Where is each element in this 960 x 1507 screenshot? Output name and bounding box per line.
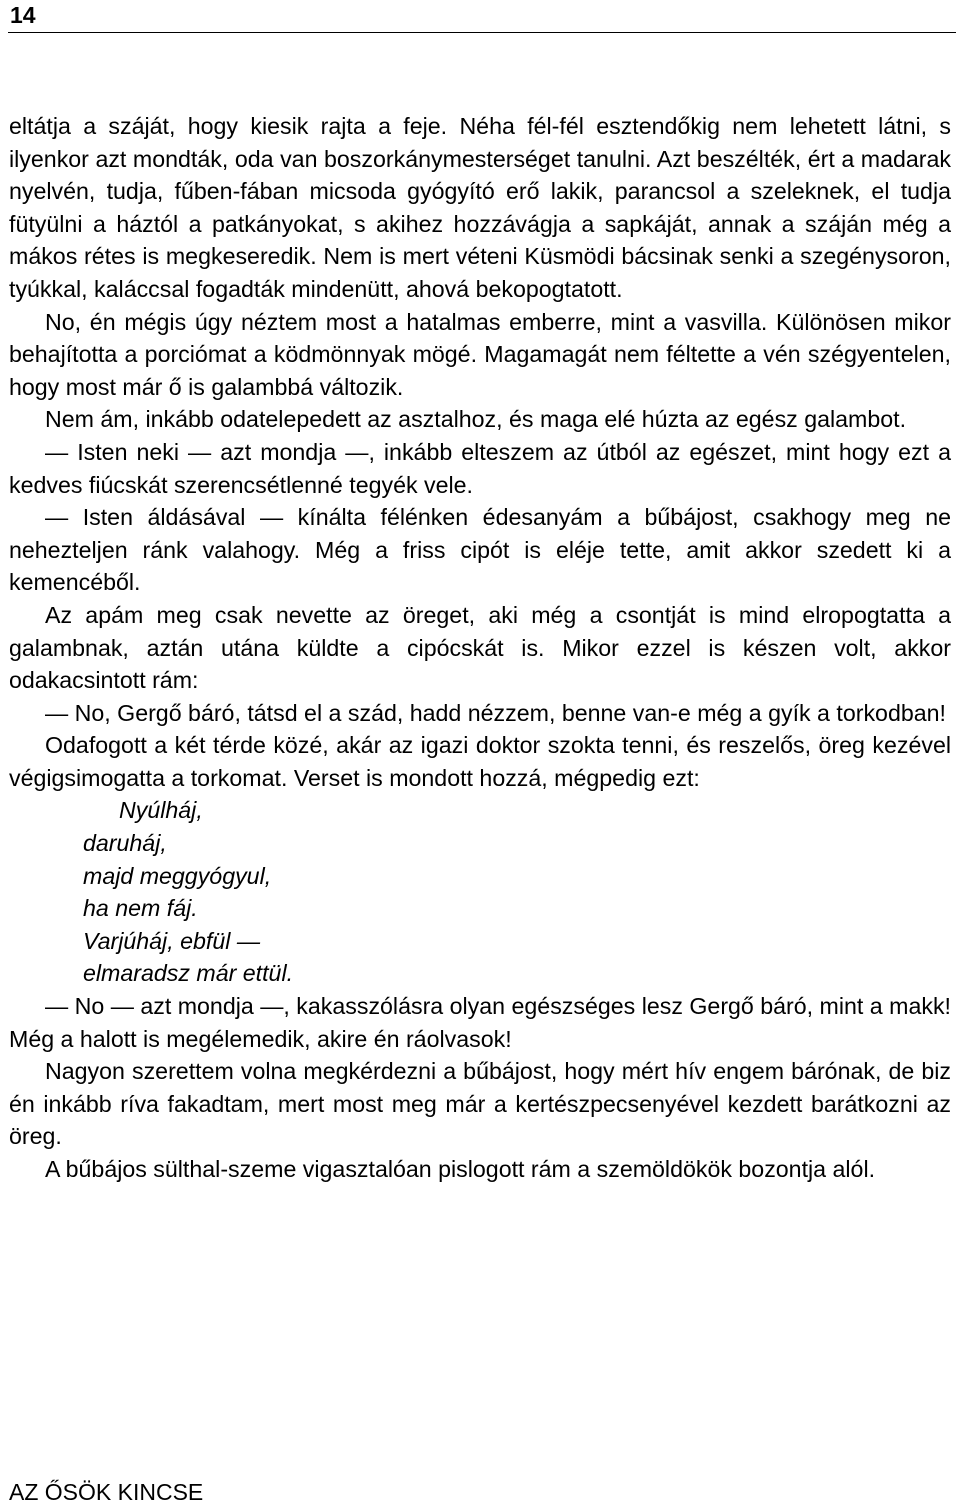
- paragraph: Odafogott a két térde közé, akár az igazi doktor szokta tenni, és reszelős, öreg kezével végigsimogatta a torkomat. Verset is mondott hozzá, mégpedig ezt:: [9, 732, 951, 791]
- page-number: 14: [10, 2, 36, 28]
- paragraph: No, én mégis úgy néztem most a hatalmas emberre, mint a vasvilla. Különösen mikor behajította a porciómat a ködmönnyak mögé. Magamagát nem féltette a vén szégyentelen, hogy most már ő is galambbá változik.: [9, 308, 951, 400]
- page-header: [8, 0, 956, 33]
- poem-line: majd meggyógyul,: [83, 862, 272, 889]
- poem-line: Nyúlháj,: [119, 797, 203, 824]
- paragraph: — No, Gergő báró, tátsd el a szád, hadd nézzem, benne van-e még a gyík a torkodban!: [45, 699, 946, 726]
- paragraph: Nem ám, inkább odatelepedett az asztalhoz, és maga elé húzta az egész galambot.: [45, 406, 907, 433]
- poem-line: ha nem fáj.: [83, 895, 198, 922]
- paragraph: A bűbájos sülthal-szeme vigasztalóan pislogott rám a szemöldökök bozontja alól.: [45, 1156, 876, 1182]
- poem: [9, 794, 951, 990]
- paragraph: Az apám meg csak nevette az öreget, aki még a csontját is mind elropogtatta a galambnak, aztán utána küldte a cipócskát is. Mikor ezzel is készen volt, akkor odakacsintott rám:: [9, 601, 951, 694]
- page-footer: [9, 1478, 203, 1506]
- poem-line: Varjúháj, ebfül —: [83, 927, 261, 954]
- paragraph: — Isten áldásával — kínálta félénken édesanyám a bűbájost, csakhogy meg ne nehezteljen ránk valahogy. Még a friss cipót is eléje tette, amit akkor szedett ki a kemencéből.: [9, 504, 951, 596]
- poem-line: daruháj,: [83, 830, 167, 857]
- poem-line: elmaradsz már ettül.: [83, 960, 294, 987]
- paragraph: Nagyon szerettem volna megkérdezni a bűbájost, hogy mért hív engem bárónak, de biz én inkább ríva fakadtam, mert most meg már a kertészpecsenyével kezdett barátkozni az öreg.: [9, 1058, 951, 1150]
- book-title: AZ ŐSÖK KINCSE: [9, 1479, 204, 1505]
- paragraph: — Isten neki — azt mondja —, inkább elteszem az útból az egészet, mint hogy ezt a kedves fiúcskát szerencsétlenné tegyék vele.: [9, 438, 951, 498]
- paragraph: eltátja a száját, hogy kiesik rajta a feje. Néha fél-fél esztendőkig nem lehetett látni, s ilyenkor azt mondták, oda van boszorkánymesterséget tanulni. Azt beszélték, ért a madarak nyelvén, tudja, fűben-fában micsoda gyógyító erő lakik, parancsol a szeleknek, el tudja fütyülni a háztól a patkányokat, s akihez hozzávágja a sapkáját, annak a száján még a mákos rétes is megkeseredik. Nem is mert véteni Küsmödi bácsinak senki a szegénysoron, tyúkkal, kaláccsal fogadták mindenütt, ahová bekopogtatott.: [9, 113, 951, 302]
- body-text: [9, 110, 951, 1186]
- paragraph: — No — azt mondja —, kakasszólásra olyan egészséges lesz Gergő báró, mint a makk! Még a halott is megélemedik, akire én ráolvasok!: [9, 993, 951, 1052]
